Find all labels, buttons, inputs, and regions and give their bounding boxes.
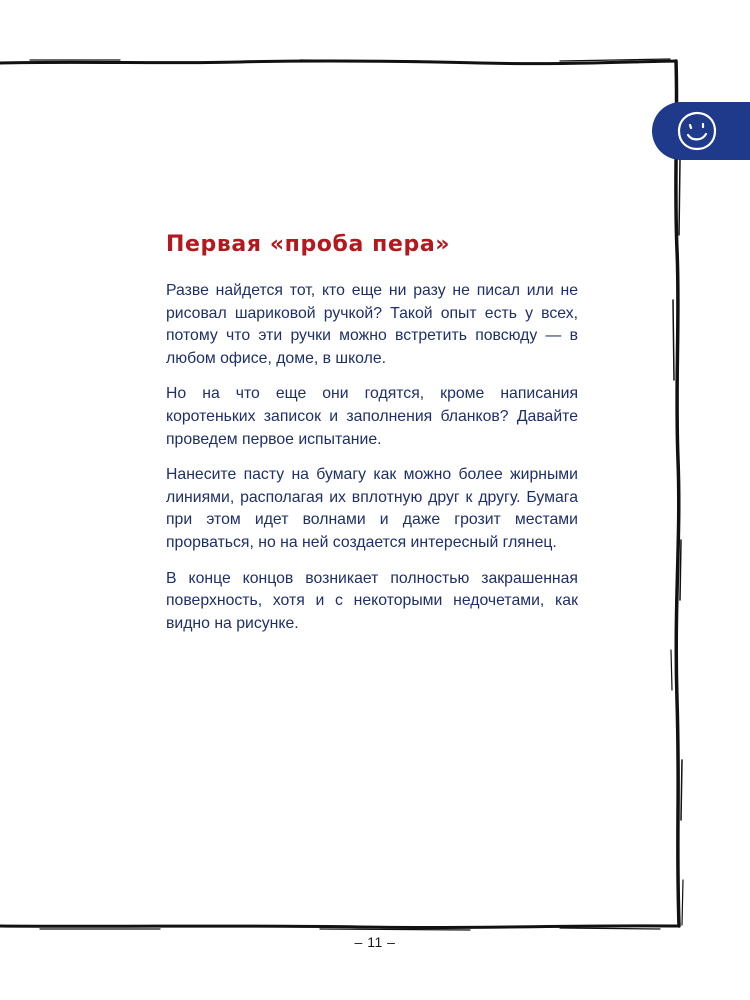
section-heading: Первая «проба пера»: [166, 232, 451, 257]
smiley-face-icon: [676, 110, 718, 152]
paragraph: В конце концов возникает полностью закрашенная поверхность, хотя и с некоторыми недочетами, как видно на рисунке.: [166, 569, 578, 632]
page-number: – 11 –: [354, 934, 396, 950]
paragraph: Нанесите пасту на бумагу как можно более жирными линиями, располагая их вплотную друг к другу. Бумага при этом идет волнами и даже грозит местами прорваться, но на ней создается интересный глянец.: [166, 466, 578, 551]
article: [166, 228, 578, 648]
paragraph: Разве найдется тот, кто еще ни разу не писал или не рисовал шариковой ручкой? Такой опыт есть у всех, потому что эти ручки можно встретить повсюду — в любом офисе, доме, в школе.: [166, 282, 578, 367]
paragraph: Но на что еще они годятся, кроме написания коротеньких записок и заполнения бланков? Давайте проведем первое испытание.: [166, 385, 578, 448]
chapter-tab: [652, 102, 750, 160]
